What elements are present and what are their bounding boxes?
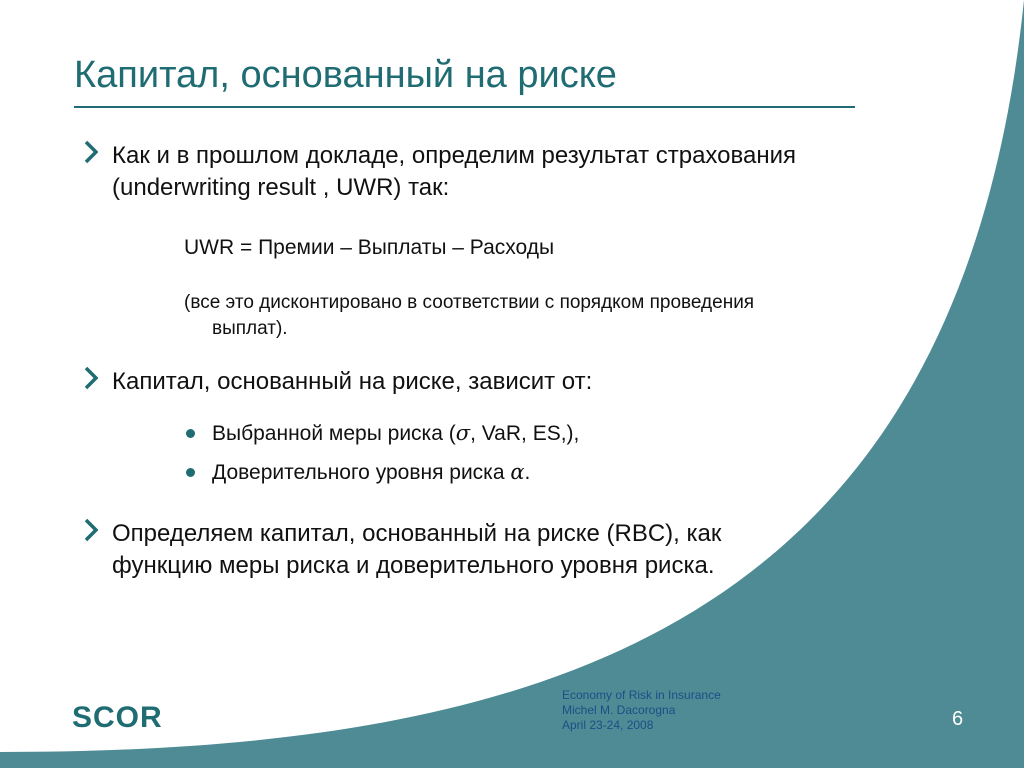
footer-event: Economy of Risk in Insurance — [562, 688, 721, 702]
slide-title: Капитал, основанный на риске — [74, 54, 617, 96]
footer-date: April 23-24, 2008 — [562, 718, 654, 732]
alpha-symbol: α — [510, 460, 525, 484]
bullet-3-line-1: Определяем капитал, основанный на риске (RBC), как — [112, 520, 722, 547]
footer-author: Michel M. Dacorogna — [562, 703, 676, 717]
bullet-2-line-1: Капитал, основанный на риске, зависит от: — [112, 368, 593, 395]
sub-bullet-1 — [212, 419, 579, 448]
sub-bullet-1-rest: , VaR, ES,), — [470, 422, 580, 445]
sub-bullet-dot — [186, 429, 195, 438]
bullet-1-line-2: (underwriting result , UWR) так: — [112, 174, 450, 201]
title-underline — [74, 106, 855, 108]
sub-bullet-2 — [212, 458, 530, 487]
scor-logo-text: SCOR — [72, 701, 163, 732]
sub-bullet-2-rest: . — [524, 461, 531, 484]
sub-bullet-1-text: Выбранной меры риска ( — [212, 422, 456, 445]
scor-logo — [72, 700, 202, 732]
uwr-formula: UWR = Премии – Выплаты – Расходы — [184, 236, 555, 259]
chevron-right-icon — [84, 518, 98, 542]
bullet-3-line-2: функцию меры риска и доверительного уровня риска. — [112, 552, 715, 579]
chevron-right-icon — [84, 140, 98, 164]
note-line-1: (все это дисконтировано в соответствии с порядком проведения — [184, 292, 755, 313]
bullet-1-line-1: Как и в прошлом докладе, определим результат страхования — [112, 142, 796, 169]
footer-info — [562, 688, 721, 733]
note-line-2: выплат). — [212, 318, 288, 339]
sigma-symbol: σ — [455, 421, 471, 445]
page-number: 6 — [952, 708, 964, 730]
sub-bullet-dot — [186, 468, 195, 477]
sub-bullet-2-text: Доверительного уровня риска — [212, 461, 511, 484]
chevron-right-icon — [84, 366, 98, 390]
